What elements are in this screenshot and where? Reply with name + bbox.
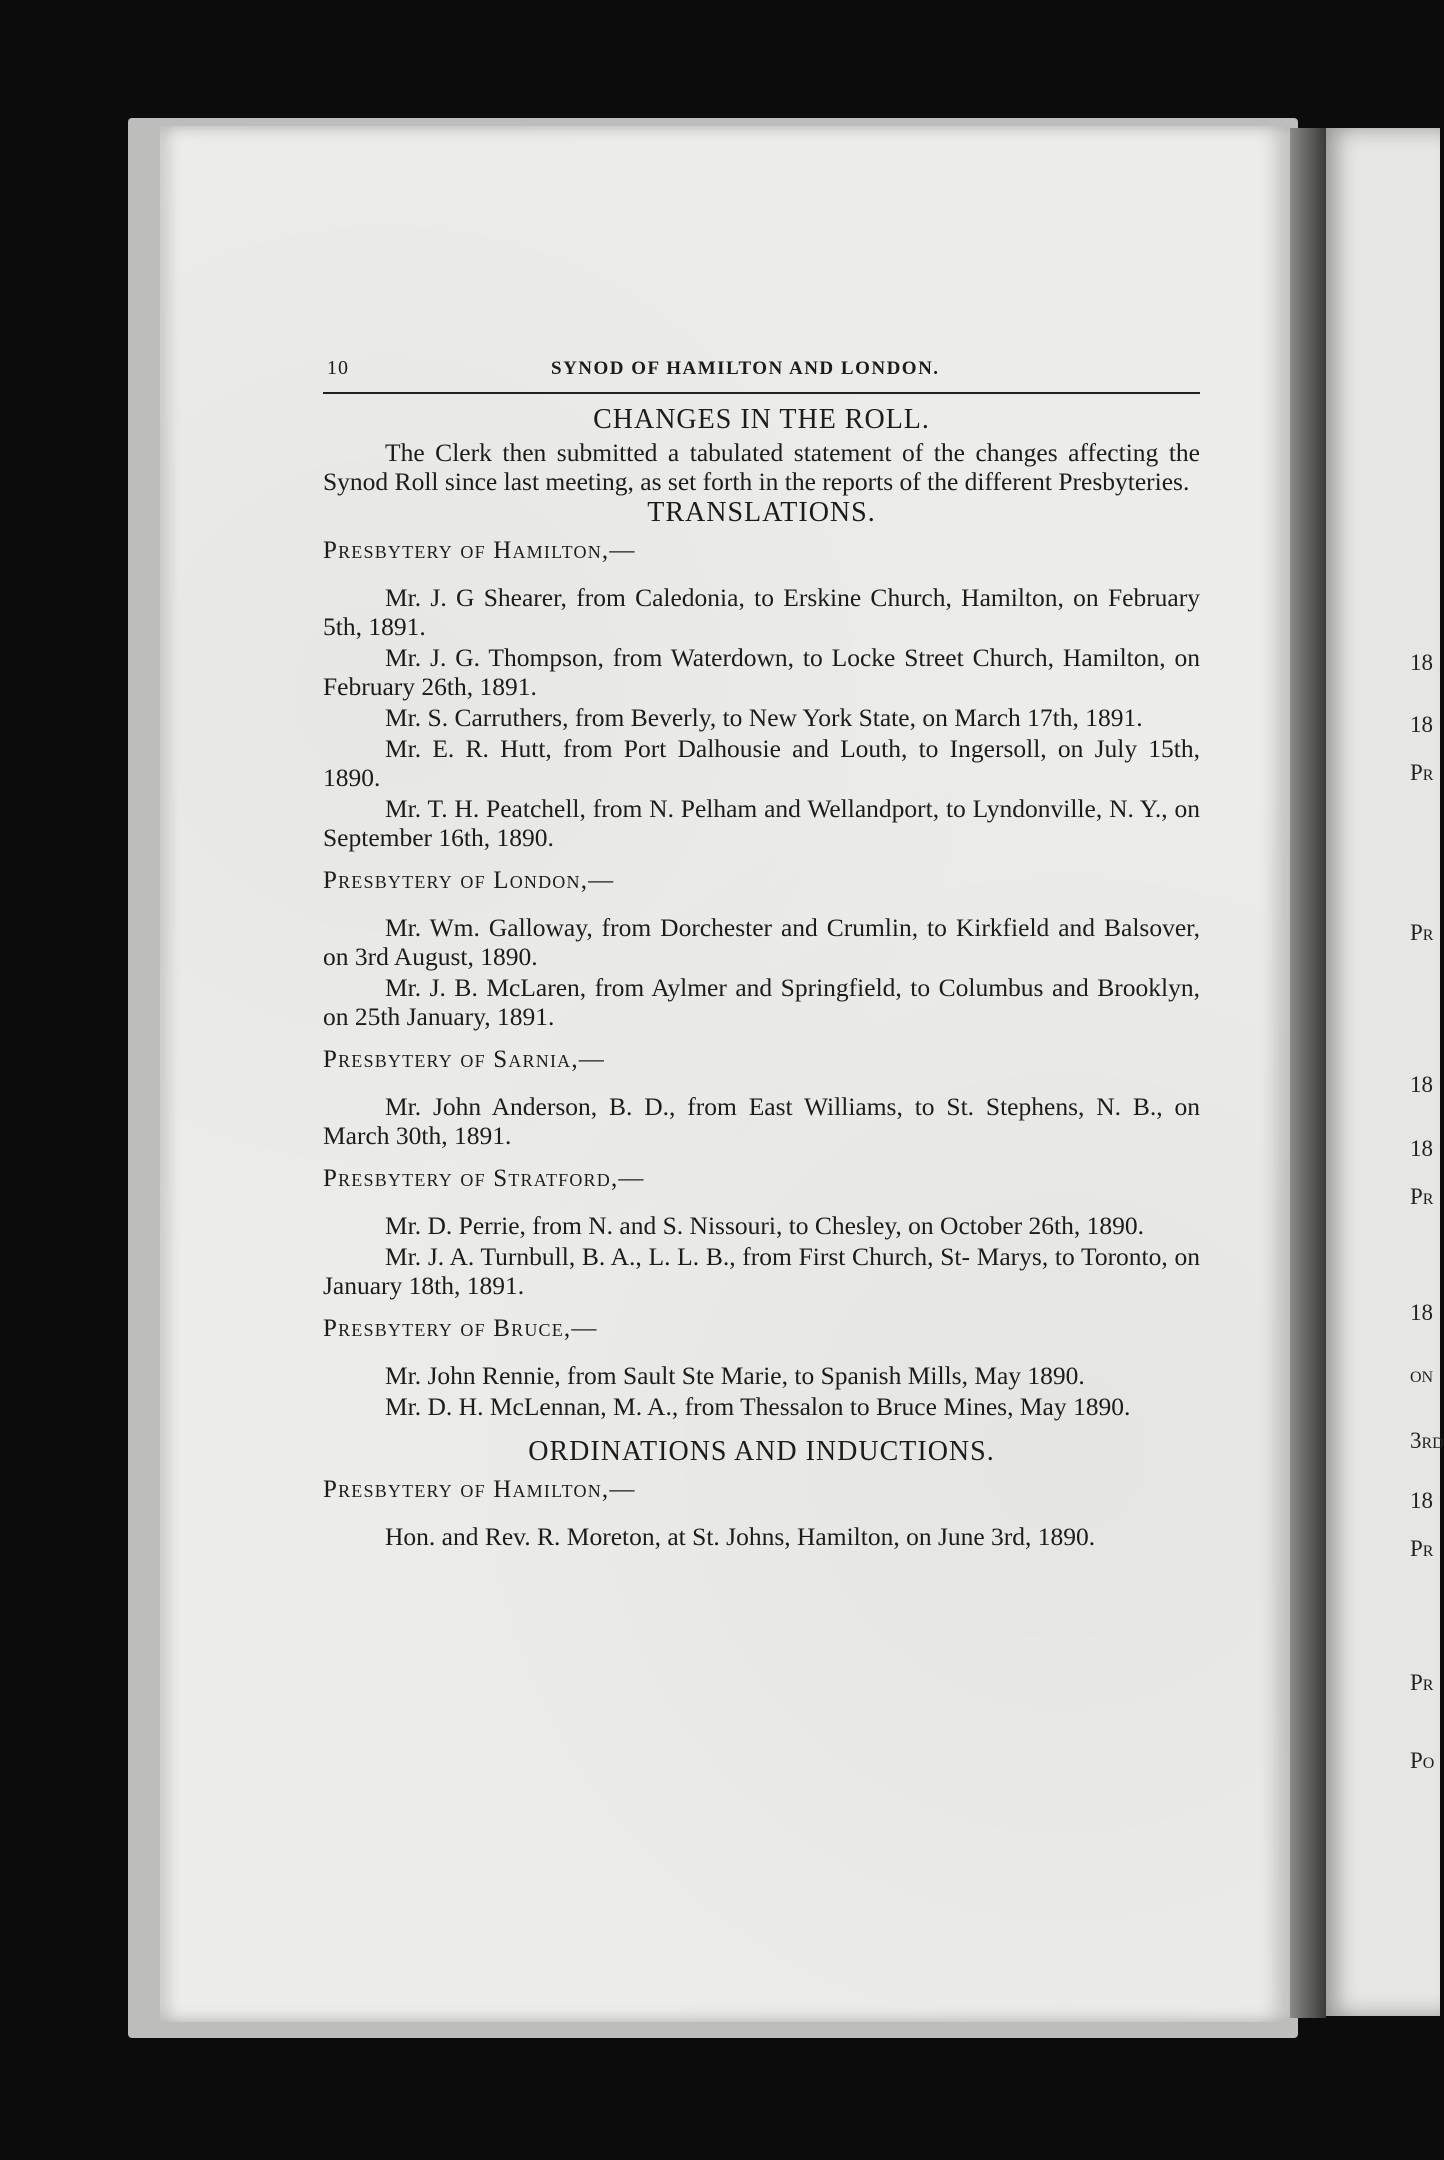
presbytery-group: [323, 1314, 1200, 1421]
facing-page-fragment: Pr: [1410, 1184, 1434, 1209]
header-rule: [323, 392, 1200, 394]
roll-entry: Mr. J. B. McLaren, from Aylmer and Springfield, to Columbus and Brooklyn, on 25th January, 1891.: [323, 973, 1200, 1031]
facing-page-fragment: 18: [1410, 712, 1433, 737]
section-title: CHANGES IN THE ROLL.: [593, 404, 930, 435]
facing-page-fragment: 18: [1410, 1300, 1433, 1325]
facing-page-fragment: 18: [1410, 650, 1433, 675]
presbytery-group: [323, 1475, 1200, 1551]
facing-page-fragment: Pr: [1410, 1670, 1434, 1695]
roll-entry: Mr. John Anderson, B. D., from East Williams, to St. Stephens, N. B., on March 30th, 1891.: [323, 1092, 1200, 1150]
facing-page-fragment: Pr: [1410, 760, 1434, 785]
running-head: [323, 354, 1200, 388]
presbytery-group: [323, 866, 1200, 1031]
roll-entry: Mr. J. A. Turnbull, B. A., L. L. B., from First Church, St- Marys, to Toronto, on January 18th, 1891.: [323, 1242, 1200, 1300]
ordinations-heading: ORDINATIONS AND INDUCTIONS.: [528, 1436, 995, 1467]
intro-paragraph: The Clerk then submitted a tabulated statement of the changes affecting the Synod Roll since last meeting, as set forth in the reports of the different Presbyteries.: [323, 438, 1200, 496]
roll-entry: Mr. E. R. Hutt, from Port Dalhousie and Louth, to Ingersoll, on July 15th, 1890.: [323, 734, 1200, 792]
presbytery-heading: Presbytery of Hamilton,—: [323, 537, 636, 564]
presbytery-group: [323, 1045, 1200, 1150]
presbytery-heading: Presbytery of Stratford,—: [323, 1165, 645, 1192]
roll-entry: Mr. S. Carruthers, from Beverly, to New York State, on March 17th, 1891.: [385, 703, 1143, 732]
roll-entry: Hon. and Rev. R. Moreton, at St. Johns, Hamilton, on June 3rd, 1890.: [385, 1522, 1096, 1551]
ordinations-list: [323, 1475, 1200, 1551]
translations-heading: TRANSLATIONS.: [647, 497, 876, 528]
page-number: 10: [327, 357, 349, 379]
roll-entry: Mr. J. G. Thompson, from Waterdown, to Locke Street Church, Hamilton, on February 26th, 1891.: [323, 643, 1200, 701]
facing-page-fragment: 18: [1410, 1488, 1433, 1513]
facing-page-fragment: on: [1410, 1362, 1434, 1387]
roll-entry: Mr. T. H. Peatchell, from N. Pelham and Wellandport, to Lyndonville, N. Y., on September 16th, 1890.: [323, 794, 1200, 852]
facing-page-fragment: 18: [1410, 1136, 1433, 1161]
translations-list: [323, 536, 1200, 1421]
presbytery-heading: Presbytery of Hamilton,—: [323, 1476, 636, 1503]
running-title: SYNOD OF HAMILTON AND LONDON.: [551, 358, 940, 379]
facing-page-fragment: 3rd: [1410, 1428, 1444, 1453]
presbytery-group: [323, 536, 1200, 852]
presbytery-heading: Presbytery of London,—: [323, 867, 615, 894]
book-gutter: [1290, 128, 1326, 2018]
presbytery-heading: Presbytery of Sarnia,—: [323, 1046, 605, 1073]
roll-entry: Mr. John Rennie, from Sault Ste Marie, to Spanish Mills, May 1890.: [385, 1361, 1085, 1390]
roll-entry: Mr. D. Perrie, from N. and S. Nissouri, to Chesley, on October 26th, 1890.: [385, 1211, 1145, 1240]
facing-page-fragment: 18: [1410, 1072, 1433, 1097]
facing-page-fragment: Pr: [1410, 920, 1434, 945]
roll-entry: Mr. D. H. McLennan, M. A., from Thessalon to Bruce Mines, May 1890.: [385, 1392, 1131, 1421]
roll-entry: Mr. J. G Shearer, from Caledonia, to Erskine Church, Hamilton, on February 5th, 1891.: [323, 583, 1200, 641]
page-text: [323, 354, 1200, 1565]
presbytery-group: [323, 1164, 1200, 1300]
facing-page: [1318, 128, 1444, 2016]
facing-page-fragment: Po: [1410, 1748, 1435, 1773]
presbytery-heading: Presbytery of Bruce,—: [323, 1315, 598, 1342]
facing-page-fragment: Pr: [1410, 1536, 1434, 1561]
roll-entry: Mr. Wm. Galloway, from Dorchester and Crumlin, to Kirkfield and Balsover, on 3rd August, 1890.: [323, 913, 1200, 971]
